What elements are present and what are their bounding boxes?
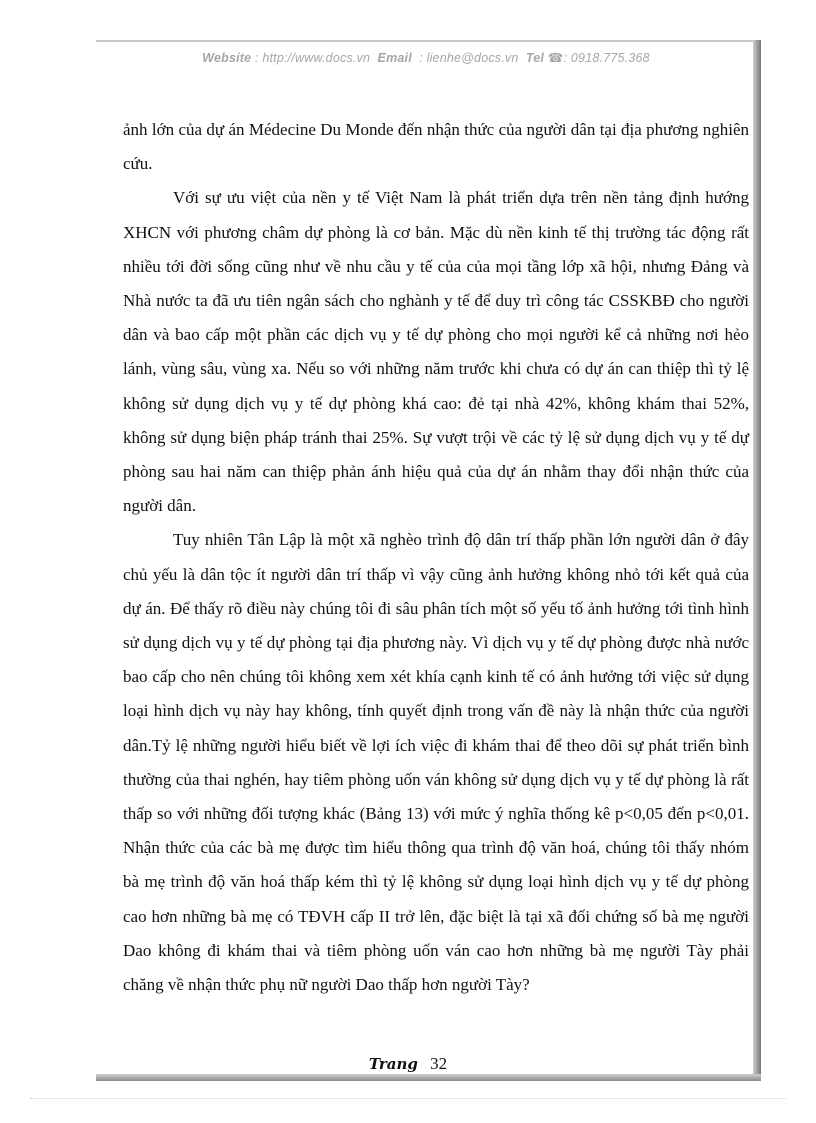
phone-icon: ☎ [547,51,564,65]
website-value: : http://www.docs.vn [255,51,371,65]
frame-top-border [96,40,756,42]
email-label: Email [377,51,412,65]
frame-bottom-shadow [96,1074,761,1081]
page-word: Trang [368,1055,418,1073]
frame-right-shadow [753,40,761,1080]
tel-label: Tel [525,51,545,65]
paragraph-continuation: ảnh lớn của dự án Médecine Du Monde đến nhận thức của người dân tại địa phương nghiên cứu. [123,120,749,174]
page-number: 32 [430,1054,448,1073]
document-body [123,113,749,1002]
page-header [96,50,756,65]
website-label: Website [202,51,252,65]
paragraph: Với sự ưu việt của nền y tế Việt Nam là phát triển dựa trên nền tảng định hướng XHCN với phương châm dự phòng là cơ bản. Mặc dù nền kinh tế thị trường tác động rất nhiều tới đời sống cũng như về nhu cầu y tế của của mọi tầng lớp xã hội, nhưng Đảng và Nhà nước ta đã ưu tiên ngân sách cho nghành y tế để duy trì công tác CSSKBĐ cho người dân và bao cấp một phần các dịch vụ y tế dự phòng cho mọi người kể cả những nơi hẻo lánh, vùng sâu, vùng xa. Nếu so với những năm trước khi chưa có dự án can thiệp thì tỷ lệ không sử dụng dịch vụ y tế dự phòng khá cao: đẻ tại nhà 42%, không khám thai 52%, không sử dụng biện pháp tránh thai 25%. Sự vượt trội về các tỷ lệ sử dụng dịch vụ y tế dự phòng sau hai năm can thiệp phản ánh hiệu quả của dự án nhằm thay đổi nhận thức của người dân. [123,188,749,516]
tel-value: : 0918.775.368 [563,51,650,65]
page-footer [0,1054,816,1074]
email-value: : lienhe@docs.vn [419,51,519,65]
paragraph: Tuy nhiên Tân Lập là một xã nghèo trình độ dân trí thấp phần lớn người dân ở đây chủ yếu là dân tộc ít người dân trí thấp vì vậy cũng ảnh hưởng không nhỏ tới kết quả của dự án. Để thấy rõ điều này chúng tôi đi sâu phân tích một số yếu tố ảnh hưởng tới tình hình sử dụng dịch vụ y tế dự phòng tại địa phương này. Vì dịch vụ y tế dự phòng được nhà nước bao cấp cho nên chúng tôi không xem xét khía cạnh kinh tế có ảnh hưởng tới việc sử dụng loại hình dịch vụ này hay không, tính quyết định trong vấn đề này là nhận thức của người dân.Tỷ lệ những người hiểu biết về lợi ích việc đi khám thai để theo dõi sự phát triển bình thường của thai nghén, hay tiêm phòng uốn ván không sử dụng dịch vụ y tế dự phòng là rất thấp so với những đối tượng khác (Bảng 13) với mức ý nghĩa thống kê p<0,05 đến p<0,01. Nhận thức của các bà mẹ được tìm hiểu thông qua trình độ văn hoá, chúng tôi thấy nhóm bà mẹ trình độ văn hoá thấp kém thì tỷ lệ không sử dụng loại hình dịch vụ y tế dự phòng cao hơn những bà mẹ có TĐVH cấp II trở lên, đặc biệt là tại xã đối chứng số bà mẹ người Dao không đi khám thai và tiêm phòng uốn ván cao hơn những bà mẹ người Tày phải chăng về nhận thức phụ nữ người Dao thấp hơn người Tày? [123,530,749,995]
bottom-dotted-line [30,1098,786,1099]
